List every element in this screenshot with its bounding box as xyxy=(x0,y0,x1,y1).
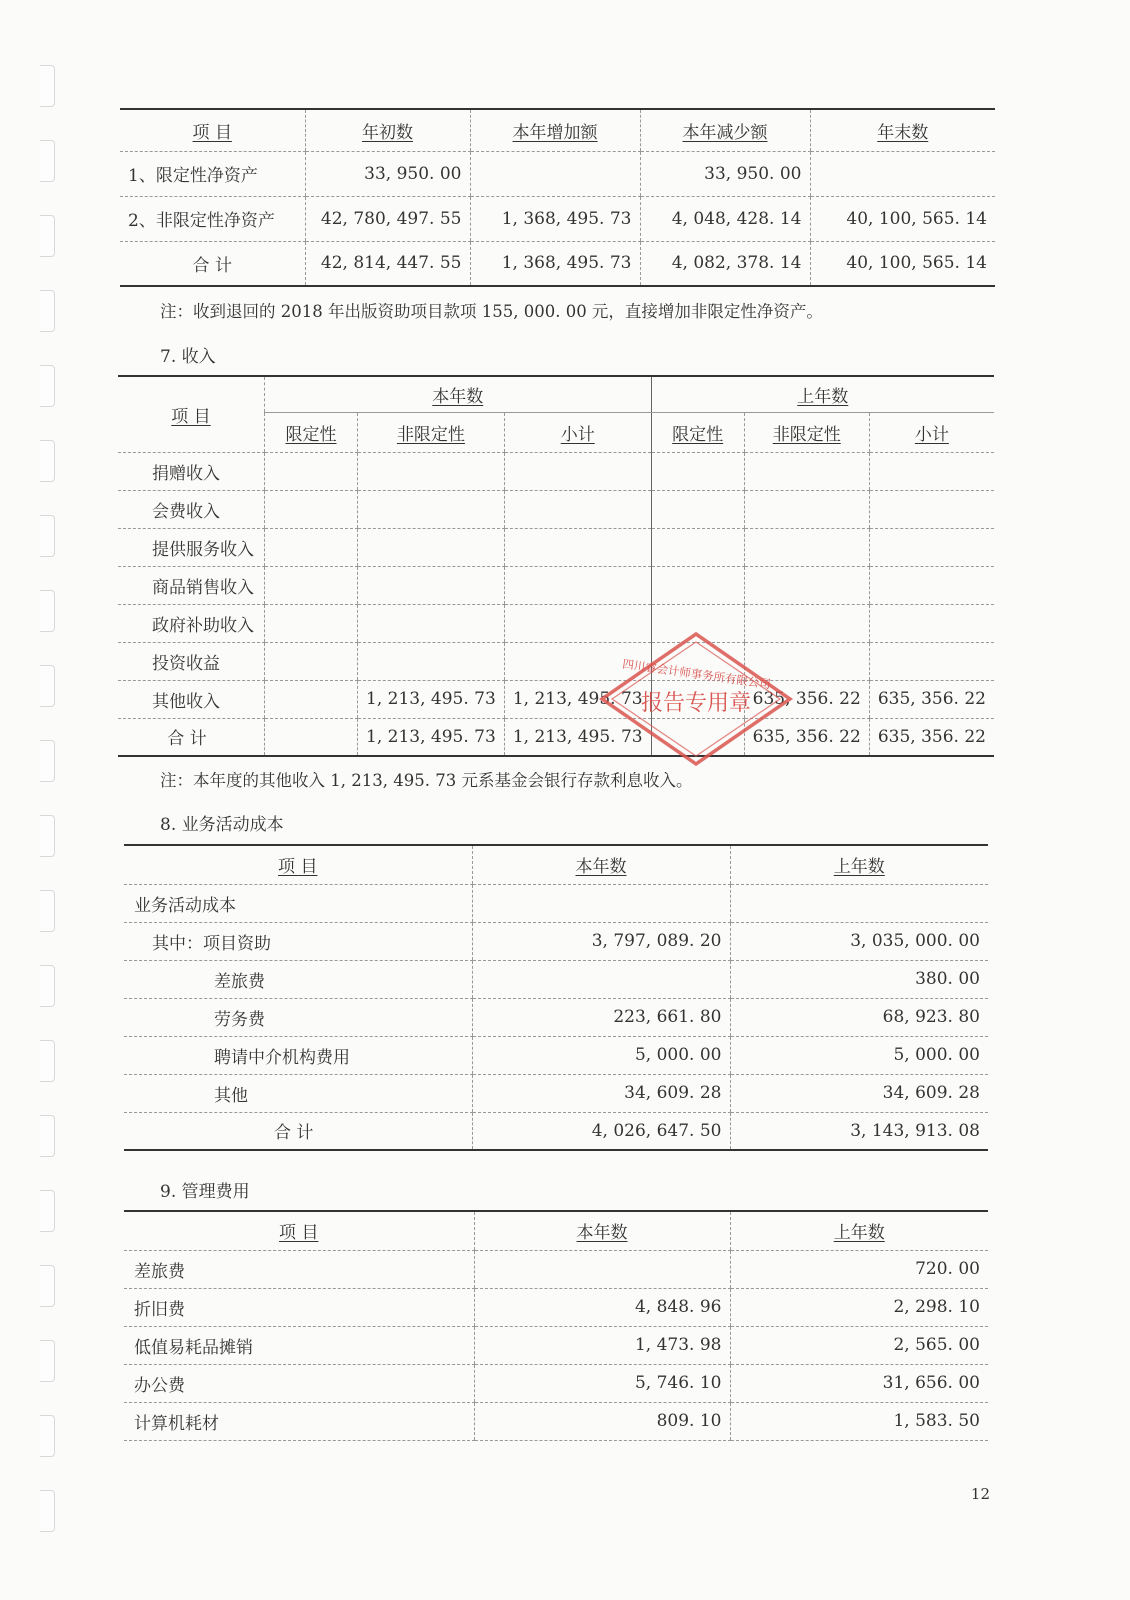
section-heading: 9. 管理费用 xyxy=(160,1182,250,1202)
cell-value: 635, 356. 22 xyxy=(744,718,869,756)
group-header-row xyxy=(118,376,994,412)
cell-value xyxy=(744,452,869,490)
table-row xyxy=(124,998,988,1036)
cell-value xyxy=(504,566,651,604)
cell-value xyxy=(264,680,357,718)
cell-value: 1, 583. 50 xyxy=(730,1402,988,1440)
income-note: 注：本年度的其他收入 1, 213, 495. 73 元系基金会银行存款利息收入。 xyxy=(160,771,693,790)
cell-value xyxy=(358,566,505,604)
table-header-row xyxy=(124,845,988,884)
cell-value xyxy=(744,490,869,528)
cell-value xyxy=(264,528,357,566)
row-label: 劳务费 xyxy=(124,998,472,1036)
row-label: 折旧费 xyxy=(124,1288,474,1326)
cell-value xyxy=(869,452,994,490)
cell-value: 34, 609. 28 xyxy=(472,1074,730,1112)
table-header-row xyxy=(120,109,995,151)
column-header: 本年减少额 xyxy=(640,109,810,151)
cell-value xyxy=(474,1250,730,1288)
cell-value: 1, 213, 495. 73 xyxy=(358,680,505,718)
cell-value: 4, 082, 378. 14 xyxy=(640,241,810,286)
cell-value: 1, 368, 495. 73 xyxy=(470,241,640,286)
cell-value xyxy=(504,528,651,566)
cell-value xyxy=(869,642,994,680)
row-label: 商品销售收入 xyxy=(118,566,264,604)
table-row xyxy=(124,884,988,922)
row-label: 其他收入 xyxy=(118,680,264,718)
cell-value: 809. 10 xyxy=(474,1402,730,1440)
cell-value: 380. 00 xyxy=(730,960,988,998)
cell-value: 223, 661. 80 xyxy=(472,998,730,1036)
seal-org-text: 四川睿会计师事务所有限公司 xyxy=(621,656,772,692)
row-label: 会费收入 xyxy=(118,490,264,528)
cell-value: 1, 213, 495. 73 xyxy=(504,680,651,718)
net-assets-table xyxy=(120,108,995,287)
cell-value xyxy=(744,528,869,566)
cell-value xyxy=(869,490,994,528)
cell-value xyxy=(264,566,357,604)
table-row xyxy=(124,922,988,960)
cell-value xyxy=(651,680,744,718)
column-header: 年末数 xyxy=(810,109,995,151)
group-header-current: 本年数 xyxy=(264,376,651,412)
table-row xyxy=(120,196,995,241)
column-header: 项 目 xyxy=(120,109,305,151)
cell-value: 33, 950. 00 xyxy=(305,151,470,196)
cell-value xyxy=(651,718,744,756)
table-row xyxy=(124,1036,988,1074)
cell-value xyxy=(869,528,994,566)
cell-value xyxy=(358,490,505,528)
cell-value xyxy=(264,718,357,756)
row-label: 聘请中介机构费用 xyxy=(124,1036,472,1074)
cell-value xyxy=(264,642,357,680)
cell-value xyxy=(358,642,505,680)
cell-value: 1, 213, 495. 73 xyxy=(358,718,505,756)
item-header: 项 目 xyxy=(118,376,264,452)
cell-value: 40, 100, 565. 14 xyxy=(810,241,995,286)
row-label: 业务活动成本 xyxy=(124,884,472,922)
sub-header: 非限定性 xyxy=(358,412,505,452)
cell-value: 5, 000. 00 xyxy=(730,1036,988,1074)
table-row xyxy=(118,642,994,680)
business-cost-table xyxy=(124,844,988,1151)
sub-header: 非限定性 xyxy=(744,412,869,452)
sub-header: 限定性 xyxy=(651,412,744,452)
sub-header: 小计 xyxy=(869,412,994,452)
cell-value xyxy=(358,452,505,490)
row-label: 差旅费 xyxy=(124,960,472,998)
section-heading: 7. 收入 xyxy=(160,347,216,367)
cell-value: 1, 368, 495. 73 xyxy=(470,196,640,241)
cell-value: 34, 609. 28 xyxy=(730,1074,988,1112)
row-label: 办公费 xyxy=(124,1364,474,1402)
cell-value: 3, 143, 913. 08 xyxy=(730,1112,988,1150)
table-row xyxy=(124,1326,988,1364)
cell-value: 2, 298. 10 xyxy=(730,1288,988,1326)
cell-value: 3, 797, 089. 20 xyxy=(472,922,730,960)
page-number: 12 xyxy=(970,1485,990,1503)
cell-value xyxy=(651,604,744,642)
cell-value xyxy=(264,490,357,528)
cell-value xyxy=(504,490,651,528)
cell-value: 33, 950. 00 xyxy=(640,151,810,196)
row-label: 合 计 xyxy=(192,255,232,276)
column-header: 项 目 xyxy=(124,845,472,884)
column-header: 上年数 xyxy=(730,845,988,884)
column-header: 本年增加额 xyxy=(470,109,640,151)
sub-header: 小计 xyxy=(504,412,651,452)
cell-value xyxy=(744,642,869,680)
row-label: 其他 xyxy=(124,1074,472,1112)
cell-value xyxy=(651,566,744,604)
cell-value xyxy=(744,566,869,604)
cell-value: 1, 213, 495. 73 xyxy=(504,718,651,756)
row-label: 低值易耗品摊销 xyxy=(124,1326,474,1364)
row-label: 其中：项目资助 xyxy=(124,922,472,960)
cell-value: 3, 035, 000. 00 xyxy=(730,922,988,960)
table-total-row xyxy=(118,718,994,756)
table-total-row xyxy=(124,1112,988,1150)
table-total-row xyxy=(120,241,995,286)
row-label: 政府补助收入 xyxy=(118,604,264,642)
cell-value xyxy=(869,566,994,604)
cell-value xyxy=(651,528,744,566)
cell-value xyxy=(472,884,730,922)
net-assets-note: 注：收到退回的 2018 年出版资助项目款项 155, 000. 00 元，直接增加非限定性净资产。 xyxy=(160,302,823,321)
table-row xyxy=(118,566,994,604)
cell-value: 1, 473. 98 xyxy=(474,1326,730,1364)
row-label: 计算机耗材 xyxy=(124,1402,474,1440)
cell-value xyxy=(264,452,357,490)
row-label: 2、非限定性净资产 xyxy=(120,196,305,241)
cell-value: 720. 00 xyxy=(730,1250,988,1288)
table-row xyxy=(124,1074,988,1112)
table-row xyxy=(124,1402,988,1440)
cell-value xyxy=(869,604,994,642)
cell-value xyxy=(744,604,869,642)
cell-value: 2, 565. 00 xyxy=(730,1326,988,1364)
cell-value xyxy=(651,490,744,528)
column-header: 年初数 xyxy=(305,109,470,151)
cell-value: 68, 923. 80 xyxy=(730,998,988,1036)
table-header-row xyxy=(124,1211,988,1250)
cell-value: 635, 356. 22 xyxy=(869,718,994,756)
sub-header: 限定性 xyxy=(264,412,357,452)
cell-value: 42, 780, 497. 55 xyxy=(305,196,470,241)
cell-value xyxy=(651,452,744,490)
cell-value xyxy=(358,528,505,566)
table-row xyxy=(124,1250,988,1288)
table-row xyxy=(124,1364,988,1402)
cell-value: 635, 356. 22 xyxy=(744,680,869,718)
cell-value: 5, 746. 10 xyxy=(474,1364,730,1402)
table-row xyxy=(118,490,994,528)
cell-value: 4, 048, 428. 14 xyxy=(640,196,810,241)
seal-main-text: 报告专用章 xyxy=(640,691,752,716)
group-header-prior: 上年数 xyxy=(651,376,994,412)
table-row xyxy=(118,680,994,718)
admin-expense-table xyxy=(124,1210,988,1441)
cell-value xyxy=(730,884,988,922)
column-header: 本年数 xyxy=(474,1211,730,1250)
cell-value xyxy=(472,960,730,998)
cell-value: 635, 356. 22 xyxy=(869,680,994,718)
column-header: 项 目 xyxy=(124,1211,474,1250)
row-label: 投资收益 xyxy=(118,642,264,680)
cell-value: 31, 656. 00 xyxy=(730,1364,988,1402)
cell-value xyxy=(504,642,651,680)
row-label: 合 计 xyxy=(274,1123,314,1144)
row-label: 合 计 xyxy=(167,729,207,750)
cell-value: 40, 100, 565. 14 xyxy=(810,196,995,241)
cell-value xyxy=(504,452,651,490)
table-row xyxy=(120,151,995,196)
column-header: 上年数 xyxy=(730,1211,988,1250)
cell-value xyxy=(504,604,651,642)
row-label: 1、限定性净资产 xyxy=(120,151,305,196)
cell-value: 4, 026, 647. 50 xyxy=(472,1112,730,1150)
row-label: 差旅费 xyxy=(124,1250,474,1288)
table-row xyxy=(118,452,994,490)
table-row xyxy=(124,1288,988,1326)
table-row xyxy=(124,960,988,998)
cell-value xyxy=(651,642,744,680)
cell-value xyxy=(470,151,640,196)
column-header: 本年数 xyxy=(472,845,730,884)
table-row xyxy=(118,528,994,566)
row-label: 提供服务收入 xyxy=(118,528,264,566)
cell-value: 42, 814, 447. 55 xyxy=(305,241,470,286)
table-row xyxy=(118,604,994,642)
row-label: 捐赠收入 xyxy=(118,452,264,490)
cell-value xyxy=(358,604,505,642)
cell-value xyxy=(810,151,995,196)
cell-value: 4, 848. 96 xyxy=(474,1288,730,1326)
cell-value: 5, 000. 00 xyxy=(472,1036,730,1074)
income-table xyxy=(118,375,994,757)
cell-value xyxy=(264,604,357,642)
section-heading: 8. 业务活动成本 xyxy=(160,815,284,835)
